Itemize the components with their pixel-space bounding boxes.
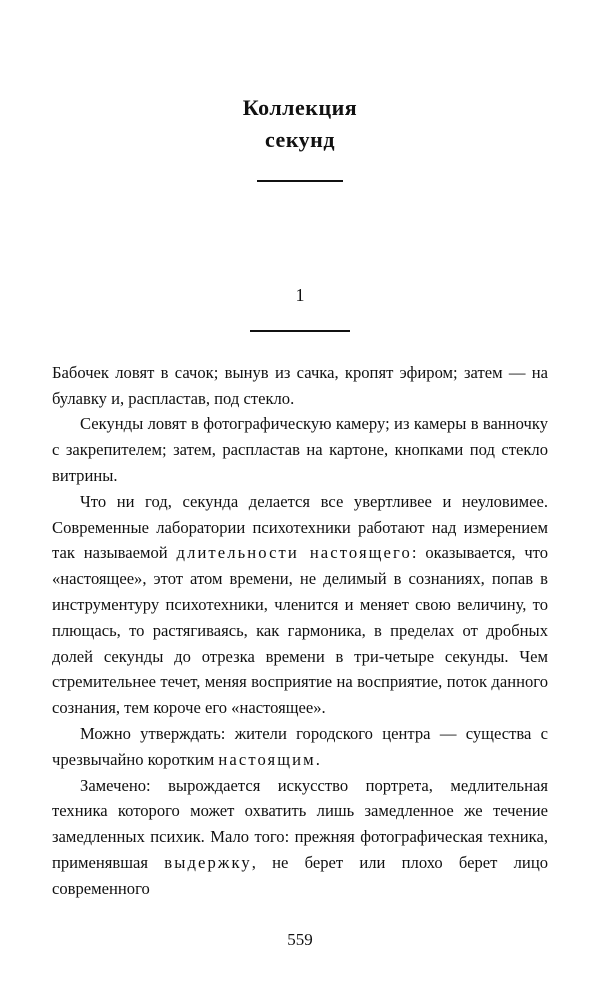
page-content — [52, 0, 548, 990]
section-number: 1 — [295, 284, 305, 305]
paragraph — [52, 411, 548, 488]
text-run: Замечено: вырождается искусство портрета, медлительная техника которого может охватить лишь замедленное же течение замедленных психик. Мало того: прежняя фотографическая техника, применявшая — [52, 775, 548, 872]
chapter-title-block — [52, 92, 548, 182]
paragraph — [52, 360, 548, 412]
text-run: , не берет или плохо берет лицо современного — [52, 852, 548, 898]
text-run: Что ни год, секунда делается все увертливее и неуловимее. Современные лаборатории психотехники работают над измерением так называемой — [52, 491, 548, 563]
paragraph — [52, 489, 548, 721]
emphasis-spaced-text: выдержку — [164, 852, 252, 872]
text-run: Бабочек ловят в сачок; вынув из сачка, кропят эфиром; затем — на булавку и, распластав, под стекло. — [52, 362, 548, 408]
chapter-title-line-1: Коллекция — [242, 95, 358, 120]
page-number: 559 — [287, 930, 313, 949]
text-run: : оказывается, что «настоящее», этот атом времени, не делимый в сознаниях, попав в инструментуру психотехники, членится и меняет свою величину, то плющась, то растягиваясь, как гармоника, в пределах от дробных долей секунды до отрезка времени в три-четыре секунды. Чем стремительнее течет, меняя восприятие на восприятие, поток данного сознания, тем короче его «настоящее». — [52, 543, 548, 718]
paragraph — [52, 721, 548, 773]
text-run: . — [315, 749, 320, 769]
emphasis-spaced-text: настоящим — [218, 749, 316, 769]
title-divider — [257, 180, 343, 182]
paragraph — [52, 773, 548, 902]
text-run: Можно утверждать: жители городского центра — существа с чрезвычайно коротким — [52, 723, 548, 769]
text-run: Секунды ловят в фотографическую камеру; из камеры в ванночку с закрепителем; затем, распластав на картоне, кнопками под стекло витрины. — [52, 414, 548, 485]
body-text — [52, 360, 548, 902]
emphasis-spaced-text: длительности настоящего — [176, 543, 412, 563]
section-divider — [250, 330, 350, 332]
chapter-title-line-2: секунд — [265, 126, 335, 152]
